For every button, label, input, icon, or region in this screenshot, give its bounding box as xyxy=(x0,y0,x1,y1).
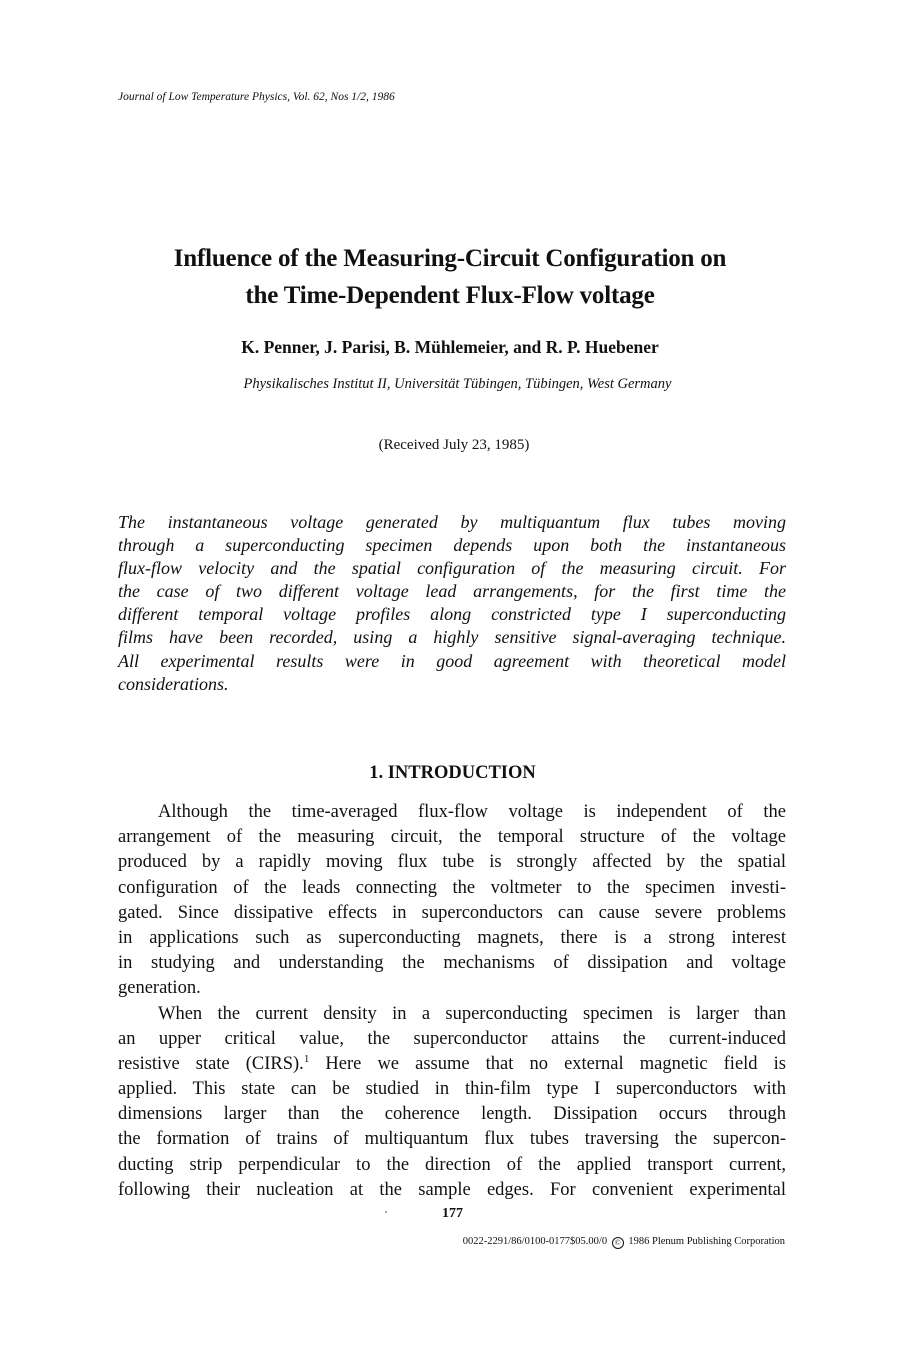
publication-footer xyxy=(463,1236,785,1249)
body-line: the formation of trains of multiquantum flux tubes traversing the supercon- xyxy=(118,1129,786,1150)
copyright-icon: © xyxy=(612,1237,624,1249)
affiliation: Physikalisches Institut II, Universität Tübingen, Tübingen, West Germany xyxy=(243,376,672,392)
author-list: K. Penner, J. Parisi, B. Mühlemeier, and R. P. Huebener xyxy=(241,337,659,357)
paper-title xyxy=(100,240,800,314)
section-heading: 1. INTRODUCTION xyxy=(369,763,536,783)
title-line: the Time-Dependent Flux-Flow voltage xyxy=(245,282,655,309)
body-line: ducting strip perpendicular to the direction of the applied transport current, xyxy=(118,1154,786,1175)
journal-citation: Journal of Low Temperature Physics, Vol. 62, Nos 1/2, 1986 xyxy=(118,91,395,103)
body-line xyxy=(118,1052,786,1077)
body-line: following their nucleation at the sample edges. For convenient experimental xyxy=(118,1179,786,1200)
body-line: When the current density in a superconducting specimen is larger than xyxy=(158,1003,786,1024)
abstract xyxy=(118,511,786,696)
abstract-line: films have been recorded, using a highly sensitive signal-averaging technique. xyxy=(118,627,786,648)
body-line: gated. Since dissipative effects in superconductors can cause severe problems xyxy=(118,902,786,923)
footnote-reference: 1 xyxy=(303,1052,310,1065)
abstract-line: considerations. xyxy=(118,673,229,694)
abstract-line: All experimental results were in good agreement with theoretical model xyxy=(118,650,786,671)
body-line: arrangement of the measuring circuit, the temporal structure of the voltage xyxy=(118,827,786,848)
body-line: dimensions larger than the coherence length. Dissipation occurs through xyxy=(118,1104,786,1125)
body-line: configuration of the leads connecting the voltmeter to the specimen investi- xyxy=(118,877,786,898)
body-text-segment: Here we assume that no external magnetic field is xyxy=(309,1053,786,1074)
body-text xyxy=(118,800,786,1203)
page-number: 177 xyxy=(442,1206,463,1221)
publication-code: 0022-2291/86/0100-0177$05.00/0 xyxy=(462,1236,608,1247)
abstract-line: through a superconducting specimen depends upon both the instantaneous xyxy=(118,535,786,556)
abstract-line: The instantaneous voltage generated by multiquantum flux tubes moving xyxy=(118,512,786,532)
received-date: (Received July 23, 1985) xyxy=(378,437,530,453)
body-text-segment: resistive state (CIRS). xyxy=(118,1053,304,1074)
body-line: in studying and understanding the mechanisms of dissipation and voltage xyxy=(118,953,786,974)
publisher-name: 1986 Plenum Publishing Corporation xyxy=(628,1236,785,1247)
abstract-line: the case of two different voltage lead arrangements, for the first time the xyxy=(118,581,786,602)
body-line: in applications such as superconducting magnets, there is a strong interest xyxy=(118,927,786,948)
body-line: produced by a rapidly moving flux tube is strongly affected by the spatial xyxy=(118,852,786,873)
body-line: applied. This state can be studied in thin-film type I superconductors with xyxy=(118,1079,786,1100)
body-line: an upper critical value, the superconductor attains the current-induced xyxy=(118,1028,786,1049)
body-line: generation. xyxy=(118,978,201,999)
abstract-line: different temporal voltage profiles along constricted type I superconducting xyxy=(118,604,786,625)
scan-speck xyxy=(385,1211,387,1213)
title-line: Influence of the Measuring-Circuit Configuration on xyxy=(173,245,727,272)
body-line: Although the time-averaged flux-flow voltage is independent of the xyxy=(158,802,786,822)
abstract-line: flux-flow velocity and the spatial configuration of the measuring circuit. For xyxy=(118,558,786,579)
